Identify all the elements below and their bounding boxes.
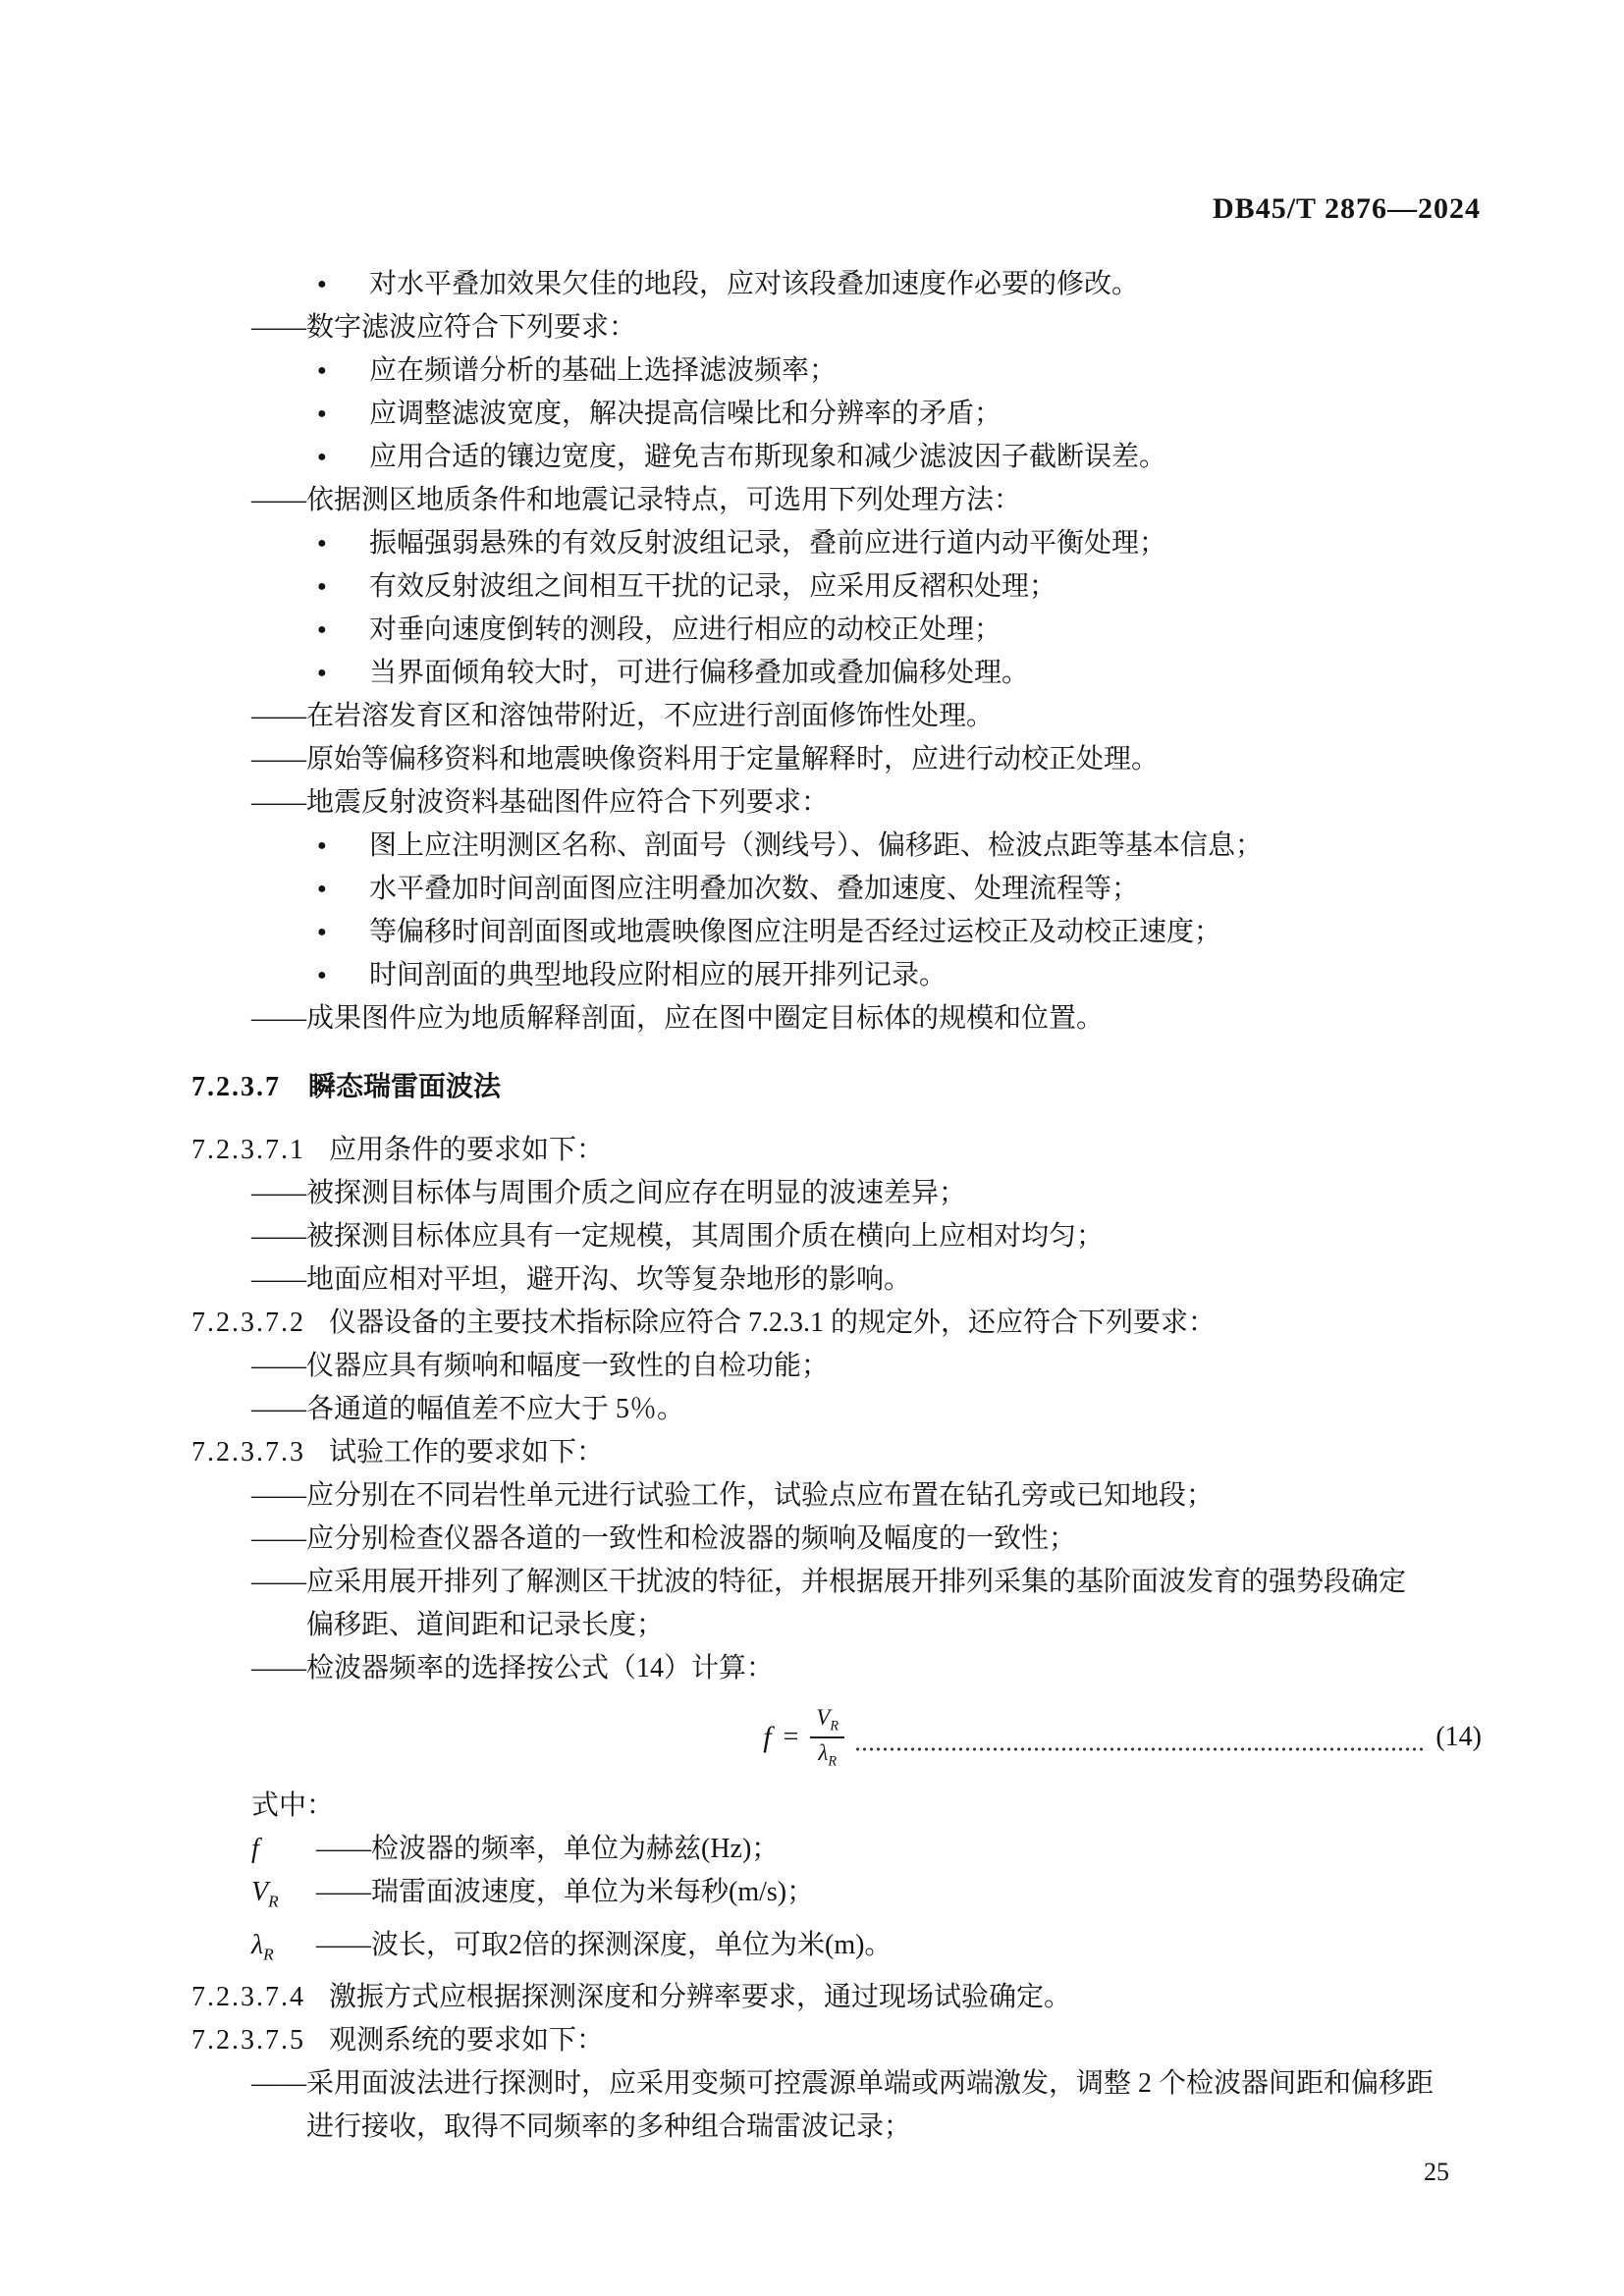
bullet-icon: ● — [317, 449, 327, 465]
bullet-text: 振幅强弱悬殊的有效反射波组记录，叠前应进行道内动平衡处理； — [369, 528, 1167, 559]
symbol-description: ——瑞雷面波速度，单位为米每秒(m/s)； — [316, 1877, 815, 1907]
bullet-icon: ● — [317, 621, 327, 638]
bullet-item — [317, 349, 1482, 393]
clause-number: 7.2.3.7.1 — [191, 1135, 305, 1165]
symbol-definition — [251, 1924, 1482, 1977]
clause-text: 激振方式应根据探测深度和分辨率要求，通过现场试验确定。 — [329, 1982, 1072, 2013]
bullet-item — [317, 911, 1482, 954]
dash-text: ——原始等偏移资料和地震映像资料用于定量解释时，应进行动校正处理。 — [251, 744, 1160, 774]
clause-number: 7.2.3.7.5 — [191, 2025, 305, 2056]
dash-item — [251, 738, 1482, 781]
where-label: 式中： — [251, 1790, 335, 1821]
dash-item — [251, 479, 1482, 522]
bullet-text: 时间剖面的典型地段应附相应的展开排列记录。 — [369, 960, 947, 990]
bullet-item — [317, 436, 1482, 479]
equals-sign: = — [783, 1722, 799, 1752]
section-title: 瞬态瑞雷面波法 — [308, 1072, 502, 1102]
dash-item — [251, 1215, 1482, 1258]
bullet-item — [317, 868, 1482, 911]
dash-text: ——数字滤波应符合下列要求： — [251, 312, 637, 343]
clause — [191, 1302, 1482, 1345]
dash-item — [251, 1561, 1482, 1647]
dash-text: ——在岩溶发育区和溶蚀带附近，不应进行剖面修饰性处理。 — [251, 701, 995, 731]
bullet-text: 对水平叠加效果欠佳的地段，应对该段叠加速度作必要的修改。 — [369, 269, 1140, 299]
bullet-icon: ● — [317, 924, 327, 940]
clause-number: 7.2.3.7.3 — [191, 1437, 305, 1468]
dash-text: ——采用面波法进行探测时，应采用变频可控震源单端或两端激发，调整 2 个检波器间距和偏移距 — [251, 2068, 1435, 2100]
clause-text: 试验工作的要求如下： — [329, 1437, 605, 1468]
clause — [191, 1976, 1482, 2019]
dash-text: ——各通道的幅值差不应大于 5％。 — [251, 1394, 685, 1424]
symbol: $V_R$ — [251, 1877, 279, 1911]
bullet-text: 图上应注明测区名称、剖面号（测线号）、偏移距、检波点距等基本信息； — [369, 830, 1264, 861]
dash-item — [251, 1388, 1482, 1431]
section-number: 7.2.3.7 — [191, 1072, 281, 1102]
clause — [191, 1129, 1482, 1172]
bullet-item — [317, 609, 1482, 652]
symbol-definition — [251, 1871, 1482, 1924]
symbol-definition — [251, 1828, 1482, 1871]
dash-item — [251, 1474, 1482, 1518]
dash-item — [251, 1647, 1482, 1690]
bullet-icon: ● — [317, 276, 327, 293]
section-heading — [191, 1066, 1482, 1109]
dash-item — [251, 306, 1482, 349]
dash-text: ——成果图件应为地质解释剖面，应在图中圈定目标体的规模和位置。 — [251, 1003, 1105, 1034]
clause — [191, 2019, 1482, 2062]
dash-text: ——地面应相对平坦，避开沟、坎等复杂地形的影响。 — [251, 1264, 912, 1295]
symbol: f — [251, 1834, 259, 1864]
clause-number: 7.2.3.7.4 — [191, 1982, 305, 2013]
dash-text: ——应分别在不同岩性单元进行试验工作，试验点应布置在钻孔旁或已知地段； — [251, 1480, 1215, 1511]
clause-number: 7.2.3.7.2 — [191, 1308, 305, 1338]
bullet-icon: ● — [317, 362, 327, 379]
bullet-icon: ● — [317, 535, 327, 552]
dash-text: ——被探测目标体应具有一定规模，其周围介质在横向上应相对均匀； — [251, 1221, 1105, 1252]
bullet-item — [317, 263, 1482, 306]
dash-continuation: 进行接收，取得不同频率的多种组合瑞雷波记录； — [306, 2111, 912, 2143]
bullet-text: 应调整滤波宽度，解决提高信噪比和分辨率的矛盾； — [369, 399, 1002, 429]
dash-text: ——被探测目标体与周围介质之间应存在明显的波速差异； — [251, 1178, 967, 1208]
bullet-item — [317, 522, 1482, 565]
bullet-text: 水平叠加时间剖面图应注明叠加次数、叠加速度、处理流程等； — [369, 874, 1140, 904]
formula-number: (14) — [1435, 1722, 1483, 1752]
dash-text: ——仪器应具有频响和幅度一致性的自检功能； — [251, 1351, 830, 1381]
dash-text: ——应采用展开排列了解测区干扰波的特征，并根据展开排列采集的基阶面波发育的强势段确定 — [251, 1567, 1407, 1597]
bullet-item — [317, 565, 1482, 609]
document-content — [191, 263, 1482, 2149]
dash-text: ——应分别检查仪器各道的一致性和检波器的频响及幅度的一致性； — [251, 1523, 1077, 1554]
clause-text: 仪器设备的主要技术指标除应符合 7.2.3.1 的规定外，还应符合下列要求： — [329, 1308, 1217, 1338]
bullet-icon: ● — [317, 578, 327, 595]
bullet-text: 等偏移时间剖面图或地震映像图应注明是否经过运校正及动校正速度； — [369, 917, 1222, 947]
symbol: $\lambda_R$ — [251, 1929, 274, 1964]
page-number: 25 — [1424, 2158, 1449, 2186]
fraction-denominator: $\lambda_R$ — [818, 1740, 838, 1770]
dash-item — [251, 695, 1482, 738]
dash-text: ——地震反射波资料基础图件应符合下列要求： — [251, 787, 830, 818]
dash-item — [251, 1172, 1482, 1215]
dash-continuation: 偏移距、道间距和记录长度； — [306, 1610, 665, 1640]
bullet-icon: ● — [317, 967, 327, 984]
bullet-item — [317, 652, 1482, 695]
bullet-text: 应在频谱分析的基础上选择滤波频率； — [369, 355, 838, 386]
dash-item — [251, 2062, 1482, 2149]
dash-item — [251, 997, 1482, 1041]
clause-text: 观测系统的要求如下： — [329, 2025, 605, 2056]
clause-text: 应用条件的要求如下： — [329, 1135, 605, 1165]
bullet-item — [317, 393, 1482, 436]
bullet-text: 当界面倾角较大时，可进行偏移叠加或叠加偏移处理。 — [369, 658, 1030, 688]
bullet-icon: ● — [317, 881, 327, 897]
fraction — [810, 1704, 844, 1772]
document-code: DB45/T 2876—2024 — [1213, 192, 1481, 225]
bullet-text: 对垂向速度倒转的测段，应进行相应的动校正处理； — [369, 614, 1002, 645]
fraction-numerator: $V_R$ — [810, 1704, 844, 1738]
formula — [191, 1690, 1482, 1785]
dotted-leader — [854, 1747, 1426, 1751]
dash-text: ——检波器频率的选择按公式（14）计算： — [251, 1653, 775, 1683]
bullet-icon: ● — [317, 837, 327, 854]
formula-expression — [763, 1704, 844, 1772]
dash-item — [251, 1345, 1482, 1388]
bullet-icon: ● — [317, 405, 327, 422]
bullet-item — [317, 825, 1482, 868]
bullet-item — [317, 954, 1482, 997]
symbol-description: ——检波器的频率，单位为赫兹(Hz)； — [316, 1834, 780, 1864]
dash-item — [251, 781, 1482, 825]
dash-item — [251, 1258, 1482, 1302]
bullet-icon: ● — [317, 665, 327, 681]
clause — [191, 1431, 1482, 1474]
formula-lhs: f — [763, 1721, 772, 1753]
dash-text: ——依据测区地质条件和地震记录特点，可选用下列处理方法： — [251, 485, 1022, 515]
bullet-text: 应用合适的镶边宽度，避免吉布斯现象和减少滤波因子截断误差。 — [369, 442, 1167, 472]
bullet-text: 有效反射波组之间相互干扰的记录，应采用反褶积处理； — [369, 571, 1057, 602]
dash-item — [251, 1518, 1482, 1561]
symbol-description: ——波长，可取2倍的探测深度，单位为米(m)。 — [316, 1929, 893, 1960]
